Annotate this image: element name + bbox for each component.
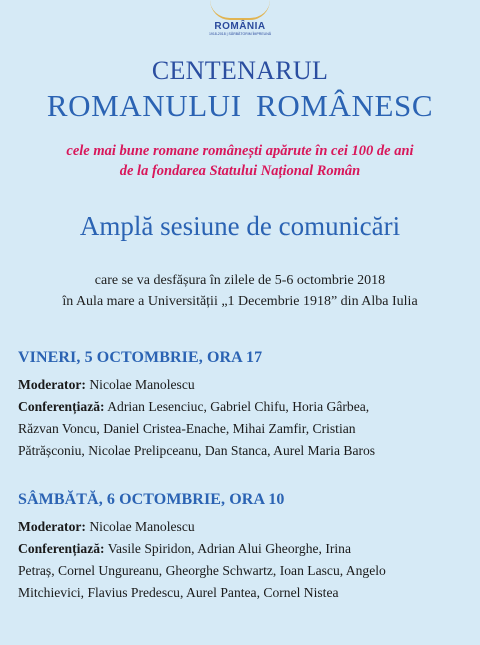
moderator-name: Nicolae Manolescu (89, 519, 195, 534)
session-title: Amplă sesiune de comunicări (79, 211, 401, 241)
event-details (0, 270, 480, 312)
title-line-1: CENTENARUL (151, 56, 329, 85)
speakers-names: Adrian Lesenciuc, Gabriel Chifu, Horia Gârbea, (107, 399, 370, 414)
speakers-names: Vasile Spiridon, Adrian Alui Gheorghe, Irina (107, 541, 351, 556)
event-dates: care se va desfășura în zilele de 5-6 octombrie 2018 (94, 273, 386, 288)
moderator-name: Nicolae Manolescu (89, 377, 195, 392)
speakers-line-1 (18, 538, 470, 560)
logo-wordmark: ROMÂNIA (214, 21, 266, 32)
subtitle-line-1: cele mai bune romane românești apărute în cei 100 de ani (66, 143, 414, 159)
moderator-label: Moderator: (18, 519, 86, 534)
day-section-friday (18, 348, 470, 462)
speakers-line-2: Petraș, Cornel Ungureanu, Gheorghe Schwartz, Ioan Lascu, Angelo (18, 563, 386, 578)
logo-tagline: 1918-2018 | SĂRBĂTORIM ÎMPREUNĂ (208, 32, 272, 36)
moderator-line (18, 516, 470, 538)
logo-100-mark (210, 0, 270, 20)
day-section-saturday (18, 490, 470, 604)
speakers-line-3: Pătrășconiu, Nicolae Prelipceanu, Dan Stanca, Aurel Maria Baros (18, 443, 376, 458)
subtitle-line-2: de la fondarea Statului Național Român (119, 163, 361, 179)
title-line-2: ROMANULUI ROMÂNESC (46, 88, 434, 123)
speakers-label: Conferențiază: (18, 541, 105, 556)
subtitle (0, 141, 480, 181)
day-heading: SÂMBĂTĂ, 6 OCTOMBRIE, ORA 10 (18, 491, 285, 508)
day-heading: VINERI, 5 OCTOMBRIE, ORA 17 (18, 349, 263, 366)
speakers-line-3: Mitchievici, Flavius Predescu, Aurel Pantea, Cornel Nistea (18, 585, 339, 600)
centenary-logo (0, 0, 480, 37)
speakers-line-1 (18, 396, 470, 418)
speakers-line-2: Răzvan Voncu, Daniel Cristea-Enache, Mihai Zamfir, Cristian (18, 421, 356, 436)
speakers-label: Conferențiază: (18, 399, 105, 414)
moderator-line (18, 374, 470, 396)
event-venue: în Aula mare a Universității „1 Decembrie 1918” din Alba Iulia (62, 294, 418, 309)
moderator-label: Moderator: (18, 377, 86, 392)
